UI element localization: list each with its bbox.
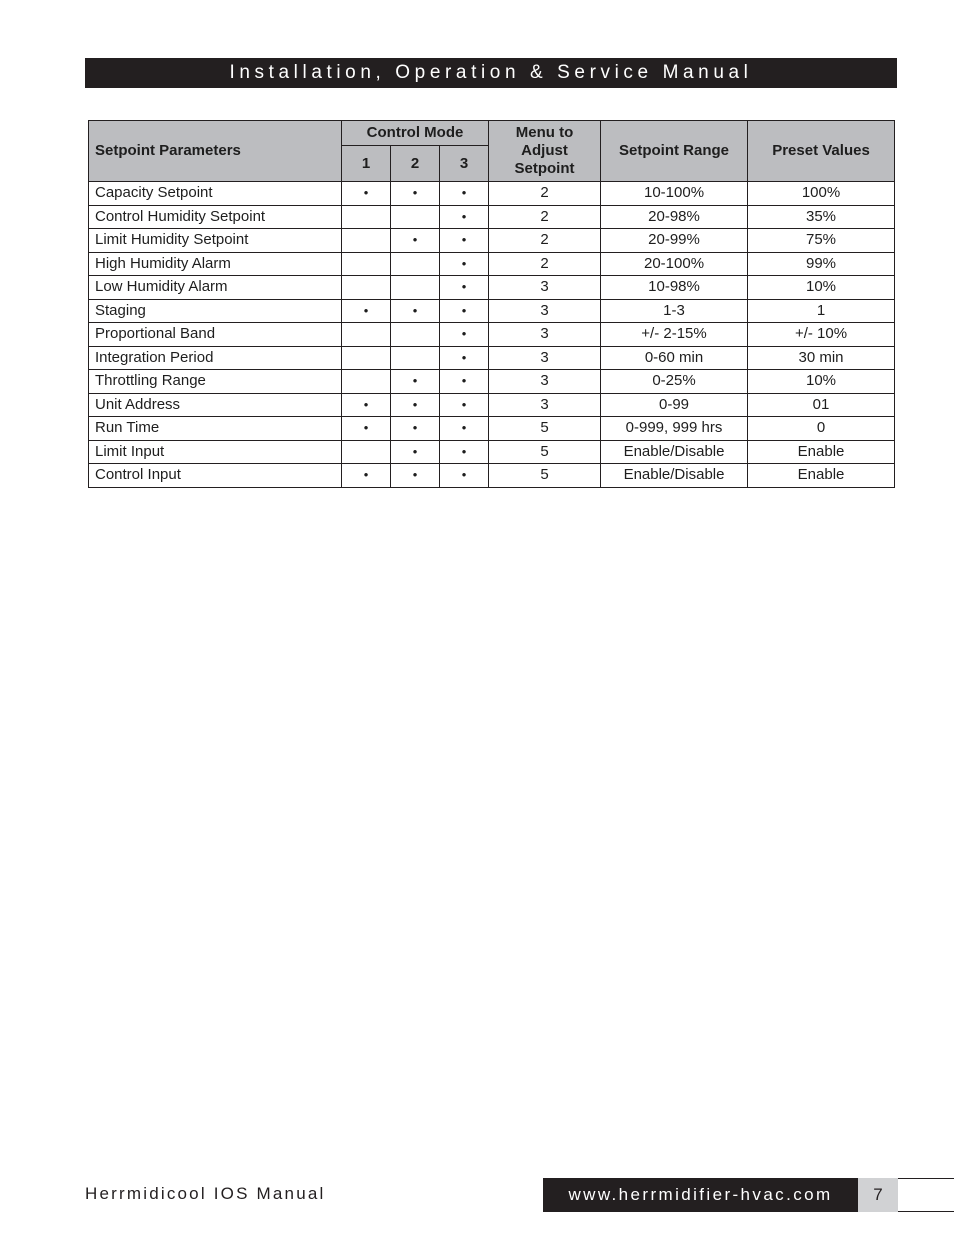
mode-2-cell: • <box>391 370 440 394</box>
table-row <box>89 299 895 323</box>
preset-value-cell: 0 <box>748 417 895 441</box>
table-row <box>89 393 895 417</box>
parameter-cell: Staging <box>89 299 342 323</box>
parameter-cell: Throttling Range <box>89 370 342 394</box>
mode-3-cell: • <box>440 393 489 417</box>
table-row <box>89 417 895 441</box>
table-row <box>89 370 895 394</box>
mode-1-cell <box>342 440 391 464</box>
parameter-cell: Control Humidity Setpoint <box>89 205 342 229</box>
mode-1-cell <box>342 346 391 370</box>
header-menu-to-adjust: Menu to Adjust Setpoint <box>489 121 601 182</box>
mode-3-cell: • <box>440 417 489 441</box>
mode-2-cell <box>391 252 440 276</box>
setpoint-range-cell: +/- 2-15% <box>601 323 748 347</box>
menu-cell: 3 <box>489 346 601 370</box>
parameter-cell: Control Input <box>89 464 342 488</box>
header-setpoint-parameters: Setpoint Parameters <box>89 121 342 182</box>
mode-1-cell <box>342 370 391 394</box>
mode-1-cell <box>342 276 391 300</box>
table-row <box>89 182 895 206</box>
mode-1-cell <box>342 205 391 229</box>
setpoint-range-cell: Enable/Disable <box>601 440 748 464</box>
preset-value-cell: 10% <box>748 276 895 300</box>
header-bar <box>85 58 897 88</box>
header-mode-1: 1 <box>342 146 391 182</box>
mode-3-cell: • <box>440 440 489 464</box>
menu-cell: 5 <box>489 417 601 441</box>
mode-3-cell: • <box>440 252 489 276</box>
parameter-cell: Capacity Setpoint <box>89 182 342 206</box>
parameter-cell: Low Humidity Alarm <box>89 276 342 300</box>
preset-value-cell: 75% <box>748 229 895 253</box>
mode-1-cell <box>342 323 391 347</box>
setpoint-range-cell: 20-100% <box>601 252 748 276</box>
table-body <box>89 182 895 488</box>
parameter-cell: Unit Address <box>89 393 342 417</box>
mode-2-cell <box>391 205 440 229</box>
preset-value-cell: 100% <box>748 182 895 206</box>
table-row <box>89 464 895 488</box>
mode-1-cell <box>342 229 391 253</box>
setpoint-range-cell: Enable/Disable <box>601 464 748 488</box>
menu-cell: 2 <box>489 205 601 229</box>
menu-cell: 3 <box>489 299 601 323</box>
mode-1-cell: • <box>342 464 391 488</box>
table-row <box>89 276 895 300</box>
preset-value-cell: 01 <box>748 393 895 417</box>
setpoint-range-cell: 0-25% <box>601 370 748 394</box>
preset-value-cell: 1 <box>748 299 895 323</box>
table-row <box>89 252 895 276</box>
mode-2-cell <box>391 276 440 300</box>
preset-value-cell: Enable <box>748 440 895 464</box>
preset-value-cell: 10% <box>748 370 895 394</box>
mode-2-cell: • <box>391 417 440 441</box>
header-mode-3: 3 <box>440 146 489 182</box>
table-row <box>89 323 895 347</box>
mode-3-cell: • <box>440 182 489 206</box>
mode-1-cell <box>342 252 391 276</box>
setpoint-range-cell: 1-3 <box>601 299 748 323</box>
mode-3-cell: • <box>440 464 489 488</box>
menu-cell: 5 <box>489 440 601 464</box>
setpoint-range-cell: 20-98% <box>601 205 748 229</box>
footer-manual-name: Herrmidicool IOS Manual <box>85 1184 326 1203</box>
menu-cell: 2 <box>489 182 601 206</box>
parameter-cell: Limit Humidity Setpoint <box>89 229 342 253</box>
mode-3-cell: • <box>440 299 489 323</box>
preset-value-cell: Enable <box>748 464 895 488</box>
setpoint-range-cell: 0-99 <box>601 393 748 417</box>
page-number-text: 7 <box>873 1185 883 1204</box>
page-number <box>858 1178 898 1212</box>
setpoint-range-cell: 10-98% <box>601 276 748 300</box>
preset-value-cell: 99% <box>748 252 895 276</box>
mode-2-cell: • <box>391 464 440 488</box>
header-setpoint-range: Setpoint Range <box>601 121 748 182</box>
parameter-cell: Run Time <box>89 417 342 441</box>
setpoint-range-cell: 0-60 min <box>601 346 748 370</box>
mode-2-cell <box>391 346 440 370</box>
mode-2-cell: • <box>391 440 440 464</box>
footer-rule <box>898 1178 954 1179</box>
mode-2-cell <box>391 323 440 347</box>
footer-rule <box>898 1211 954 1212</box>
setpoint-parameters-table <box>88 120 895 488</box>
menu-cell: 2 <box>489 252 601 276</box>
mode-2-cell: • <box>391 229 440 253</box>
mode-2-cell: • <box>391 393 440 417</box>
preset-value-cell: 35% <box>748 205 895 229</box>
mode-3-cell: • <box>440 205 489 229</box>
preset-value-cell: +/- 10% <box>748 323 895 347</box>
menu-cell: 3 <box>489 393 601 417</box>
menu-cell: 3 <box>489 323 601 347</box>
mode-2-cell: • <box>391 182 440 206</box>
mode-1-cell: • <box>342 299 391 323</box>
header-mode-2: 2 <box>391 146 440 182</box>
mode-3-cell: • <box>440 229 489 253</box>
footer-website <box>543 1178 858 1212</box>
header-control-mode: Control Mode <box>342 121 489 146</box>
parameter-cell: High Humidity Alarm <box>89 252 342 276</box>
mode-2-cell: • <box>391 299 440 323</box>
mode-1-cell: • <box>342 393 391 417</box>
mode-3-cell: • <box>440 276 489 300</box>
menu-cell: 3 <box>489 276 601 300</box>
mode-3-cell: • <box>440 346 489 370</box>
menu-cell: 2 <box>489 229 601 253</box>
parameter-cell: Integration Period <box>89 346 342 370</box>
table-row <box>89 205 895 229</box>
menu-cell: 5 <box>489 464 601 488</box>
table-row <box>89 229 895 253</box>
table-row <box>89 440 895 464</box>
setpoint-range-cell: 10-100% <box>601 182 748 206</box>
header-preset-values: Preset Values <box>748 121 895 182</box>
setpoint-range-cell: 0-999, 999 hrs <box>601 417 748 441</box>
menu-cell: 3 <box>489 370 601 394</box>
preset-value-cell: 30 min <box>748 346 895 370</box>
setpoint-range-cell: 20-99% <box>601 229 748 253</box>
parameter-cell: Proportional Band <box>89 323 342 347</box>
table-row <box>89 346 895 370</box>
mode-1-cell: • <box>342 417 391 441</box>
mode-3-cell: • <box>440 323 489 347</box>
mode-3-cell: • <box>440 370 489 394</box>
manual-title: Installation, Operation & Service Manual <box>229 62 753 83</box>
mode-1-cell: • <box>342 182 391 206</box>
website-text: www.herrmidifier-hvac.com <box>568 1185 833 1204</box>
parameter-cell: Limit Input <box>89 440 342 464</box>
